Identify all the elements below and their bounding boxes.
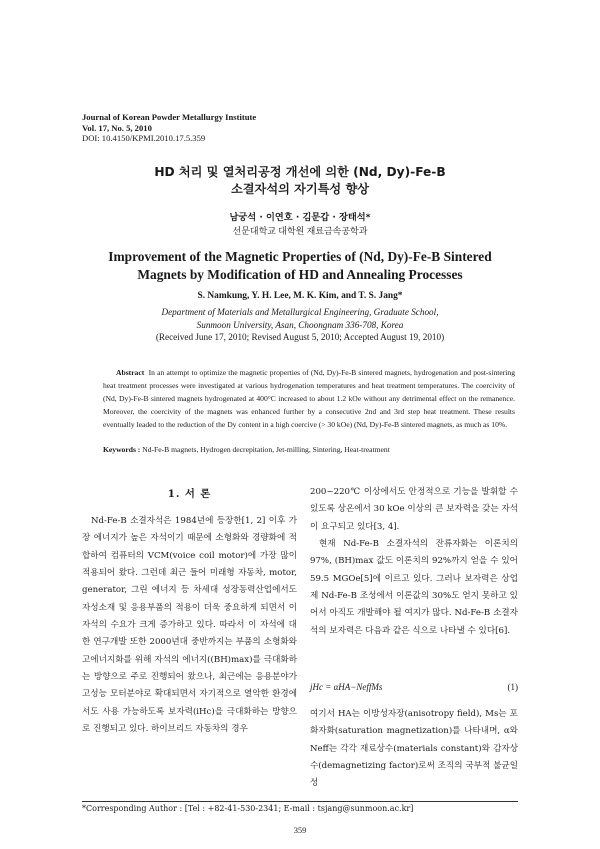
english-title bbox=[0, 248, 600, 284]
korean-affiliation: 선문대학교 대학원 재료금속공학과 bbox=[232, 226, 368, 236]
keywords bbox=[103, 445, 523, 454]
keywords-label: Keywords : bbox=[103, 445, 141, 454]
abstract-text: In an attempt to optimize the magnetic properties of (Nd, Dy)-Fe-B sintered magnets, hydrogenation and post-sintering heat treatment processes were investigated at various hydrogenation temperatures and heat treatment temperatures. The coercivity of (Nd, Dy)-Fe-B sintered magnets hydrogenated at 400°C increased to about 1.2 kOe without any detrimental effect on the remanence. Moreover, the coercivity of the magnets was enhanced further by a consecutive 2nd and 3rd step heat treatment. These results eventually leaded to the reduction of the Dy content in a high coercive (> 30 kOe) (Nd, Dy)-Fe-B sintered magnets, as much as 10%. bbox=[103, 368, 516, 430]
corresponding-author-footnote: *Corresponding Author : [Tel : +82-41-530-2341; E-mail : tsjang@sunmoon.ac.kr] bbox=[82, 804, 414, 813]
journal-volume: Vol. 17, No. 5, 2010 bbox=[82, 122, 152, 133]
body-left-paragraph: Nd-Fe-B 소결자석은 1984년에 등장한[1, 2] 이후 가장 에너지가 높은 자석이기 때문에 소형화와 경량화에 적합하여 컴퓨터의 VCM(voice coil motor)에 가장 많이 적용되어 왔다. 그런데 최근 들어 미래형 자동차, motor, generator, 그린 에너지 등 차세대 성장동력산업에서도 자성소재 및 응용부품의 적용이 더욱 중요하게 되면서 이 자석의 수요가 크게 증가하고 있다. 따라서 이 자석에 대한 연구개발 또한 2000년대 중반까지는 부품의 소형화와 고에너지화를 위해 자석의 에너지((BH)max)를 극대화하는 방향으로 주로 진행되어 왔으나, 최근에는 응용분야가 고성능 모터분야로 확대되면서 자기적으로 열악한 환경에서도 사용 가능하도록 보자력(iHc)을 극대화하는 방향으로 진행되고 있다. 하이브리드 자동차의 경우 bbox=[82, 516, 297, 735]
body-right-paragraph-1: 200~220℃ 이상에서도 안정적으로 기능을 발휘할 수 있도록 상온에서 30 kOe 이상의 큰 보자력을 갖는 자석이 요구되고 있다[3, 4]. bbox=[310, 487, 518, 532]
english-title-line2: Magnets by Modification of HD and Annealing Processes bbox=[137, 267, 463, 282]
journal-header bbox=[82, 112, 256, 144]
abstract bbox=[103, 366, 515, 431]
section-heading: 1. 서 론 bbox=[167, 488, 212, 500]
equation-number: (1) bbox=[507, 682, 518, 692]
page-number: 359 bbox=[293, 826, 307, 835]
keywords-text: Nd-Fe-B magnets, Hydrogen decrepitation, Jet-milling, Sintering, Heat-treatment bbox=[142, 445, 390, 454]
footnote-rule bbox=[82, 801, 518, 802]
korean-title-line1: HD 처리 및 열처리공정 개선에 의한 (Nd, Dy)-Fe-B bbox=[154, 165, 446, 179]
body-right-paragraph-2: 현재 Nd-Fe-B 소결자석의 잔류자화는 이론치의 97%, (BH)max 값도 이론치의 92%까지 얻을 수 있어 59.5 MGOe[5]에 이르고 있다. 그러나 보자력은 상업제 Nd-Fe-B 조성에서 이론값의 30%도 얻지 못하고 있어서 아직도 개발해야 될 여지가 많다. Nd-Fe-B 소결자석의 보자력은 다음과 같은 식으로 나타낼 수 있다[6]. bbox=[310, 539, 518, 636]
english-authors: S. Namkung, Y. H. Lee, M. K. Kim, and T. S. Jang* bbox=[197, 291, 403, 301]
equation-text: jHc = αHA−NeffMs bbox=[310, 682, 383, 692]
korean-title bbox=[0, 164, 600, 198]
equation bbox=[310, 682, 518, 692]
korean-authors: 남궁석 · 이연호 · 김문갑 · 장태석* bbox=[229, 212, 371, 223]
affiliation-line1: Department of Materials and Metallurgical Engineering, Graduate School, bbox=[161, 307, 439, 317]
affiliation-line2: Sunmoon University, Asan, Choongnam 336-708, Korea bbox=[196, 320, 404, 331]
abstract-label: Abstract bbox=[116, 368, 145, 377]
received-dates: (Received June 17, 2010; Revised August 5, 2010; Accepted August 19, 2010) bbox=[155, 332, 445, 342]
doi: DOI: 10.4150/KPMI.2010.17.5.359 bbox=[82, 133, 206, 144]
english-title-line1: Improvement of the Magnetic Properties of (Nd, Dy)-Fe-B Sintered bbox=[108, 249, 492, 264]
body-right-paragraph-3: 여기서 HA는 이방성자장(anisotropy field), Ms는 포화자화(saturation magnetization)를 나타내며, α와 Neff는 각각 재료상수(materials constant)와 감자상수(demagnetizing factor)로써 조직의 국부적 불균일성 bbox=[310, 709, 518, 789]
korean-title-line2: 소결자석의 자기특성 향상 bbox=[231, 182, 369, 196]
journal-name: Journal of Korean Powder Metallurgy Institute bbox=[82, 112, 257, 122]
english-affiliation bbox=[0, 306, 600, 332]
